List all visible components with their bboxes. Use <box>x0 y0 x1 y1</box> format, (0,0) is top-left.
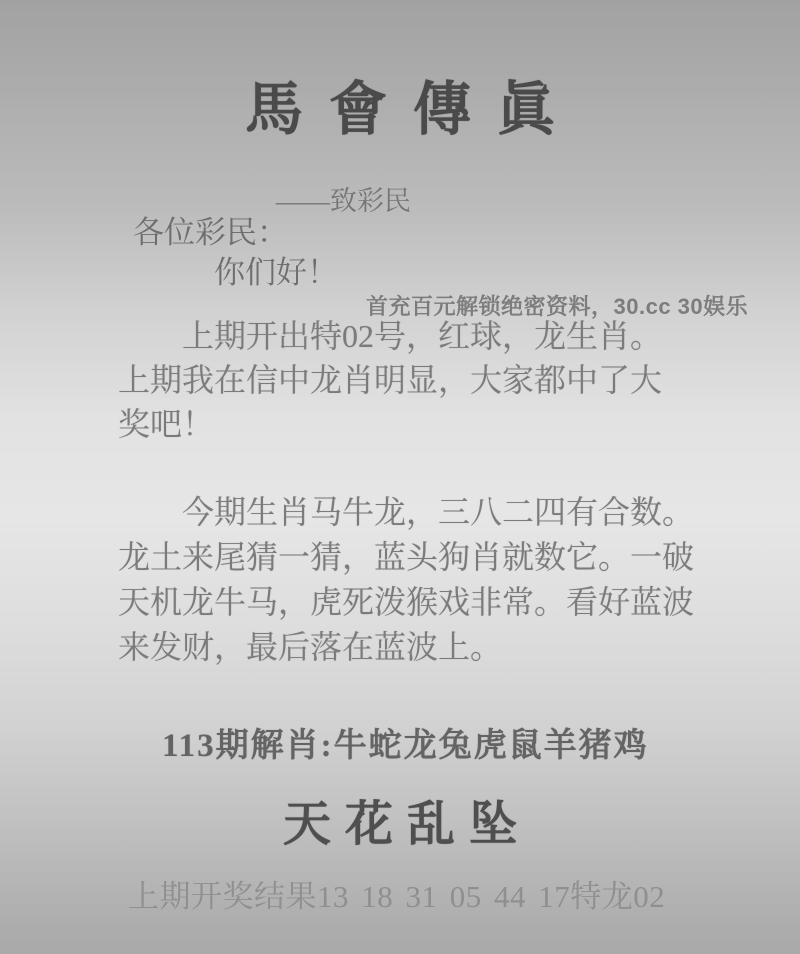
paragraph-line: 今期生肖马牛龙，三八二四有合数。 <box>182 494 695 530</box>
last-result-line: 上期开奖结果13 18 31 05 44 17特龙02 <box>128 879 666 914</box>
salutation-line: 各位彩民： <box>133 215 288 250</box>
paragraph-line: 上期开出特02号，红球，龙生肖。 <box>182 318 663 354</box>
idiom-title: 天花乱坠 <box>282 798 531 851</box>
paragraph-line: 奖吧！ <box>118 406 215 442</box>
dedication-line: ——致彩民 <box>276 186 411 216</box>
paragraph-current-tip <box>118 490 718 670</box>
paragraph-line: 天机龙牛马，虎死泼猴戏非常。看好蓝波 <box>118 584 695 620</box>
greeting-line: 你们好！ <box>214 255 338 290</box>
paragraph-line: 来发财，最后落在蓝波上。 <box>118 629 503 665</box>
watermark-text: 首充百元解锁绝密资料，30.cc 30娱乐 <box>366 294 749 319</box>
paragraph-line: 龙土来尾猜一猜，蓝头狗肖就数它。一破 <box>118 539 695 575</box>
document-title: 馬會傳眞 <box>244 77 581 142</box>
paragraph-previous-draw <box>118 314 718 446</box>
zodiac-solution-line: 113期解肖:牛蛇龙兔虎鼠羊猪鸡 <box>162 728 649 764</box>
paragraph-line: 上期我在信中龙肖明显，大家都中了大 <box>118 362 663 398</box>
